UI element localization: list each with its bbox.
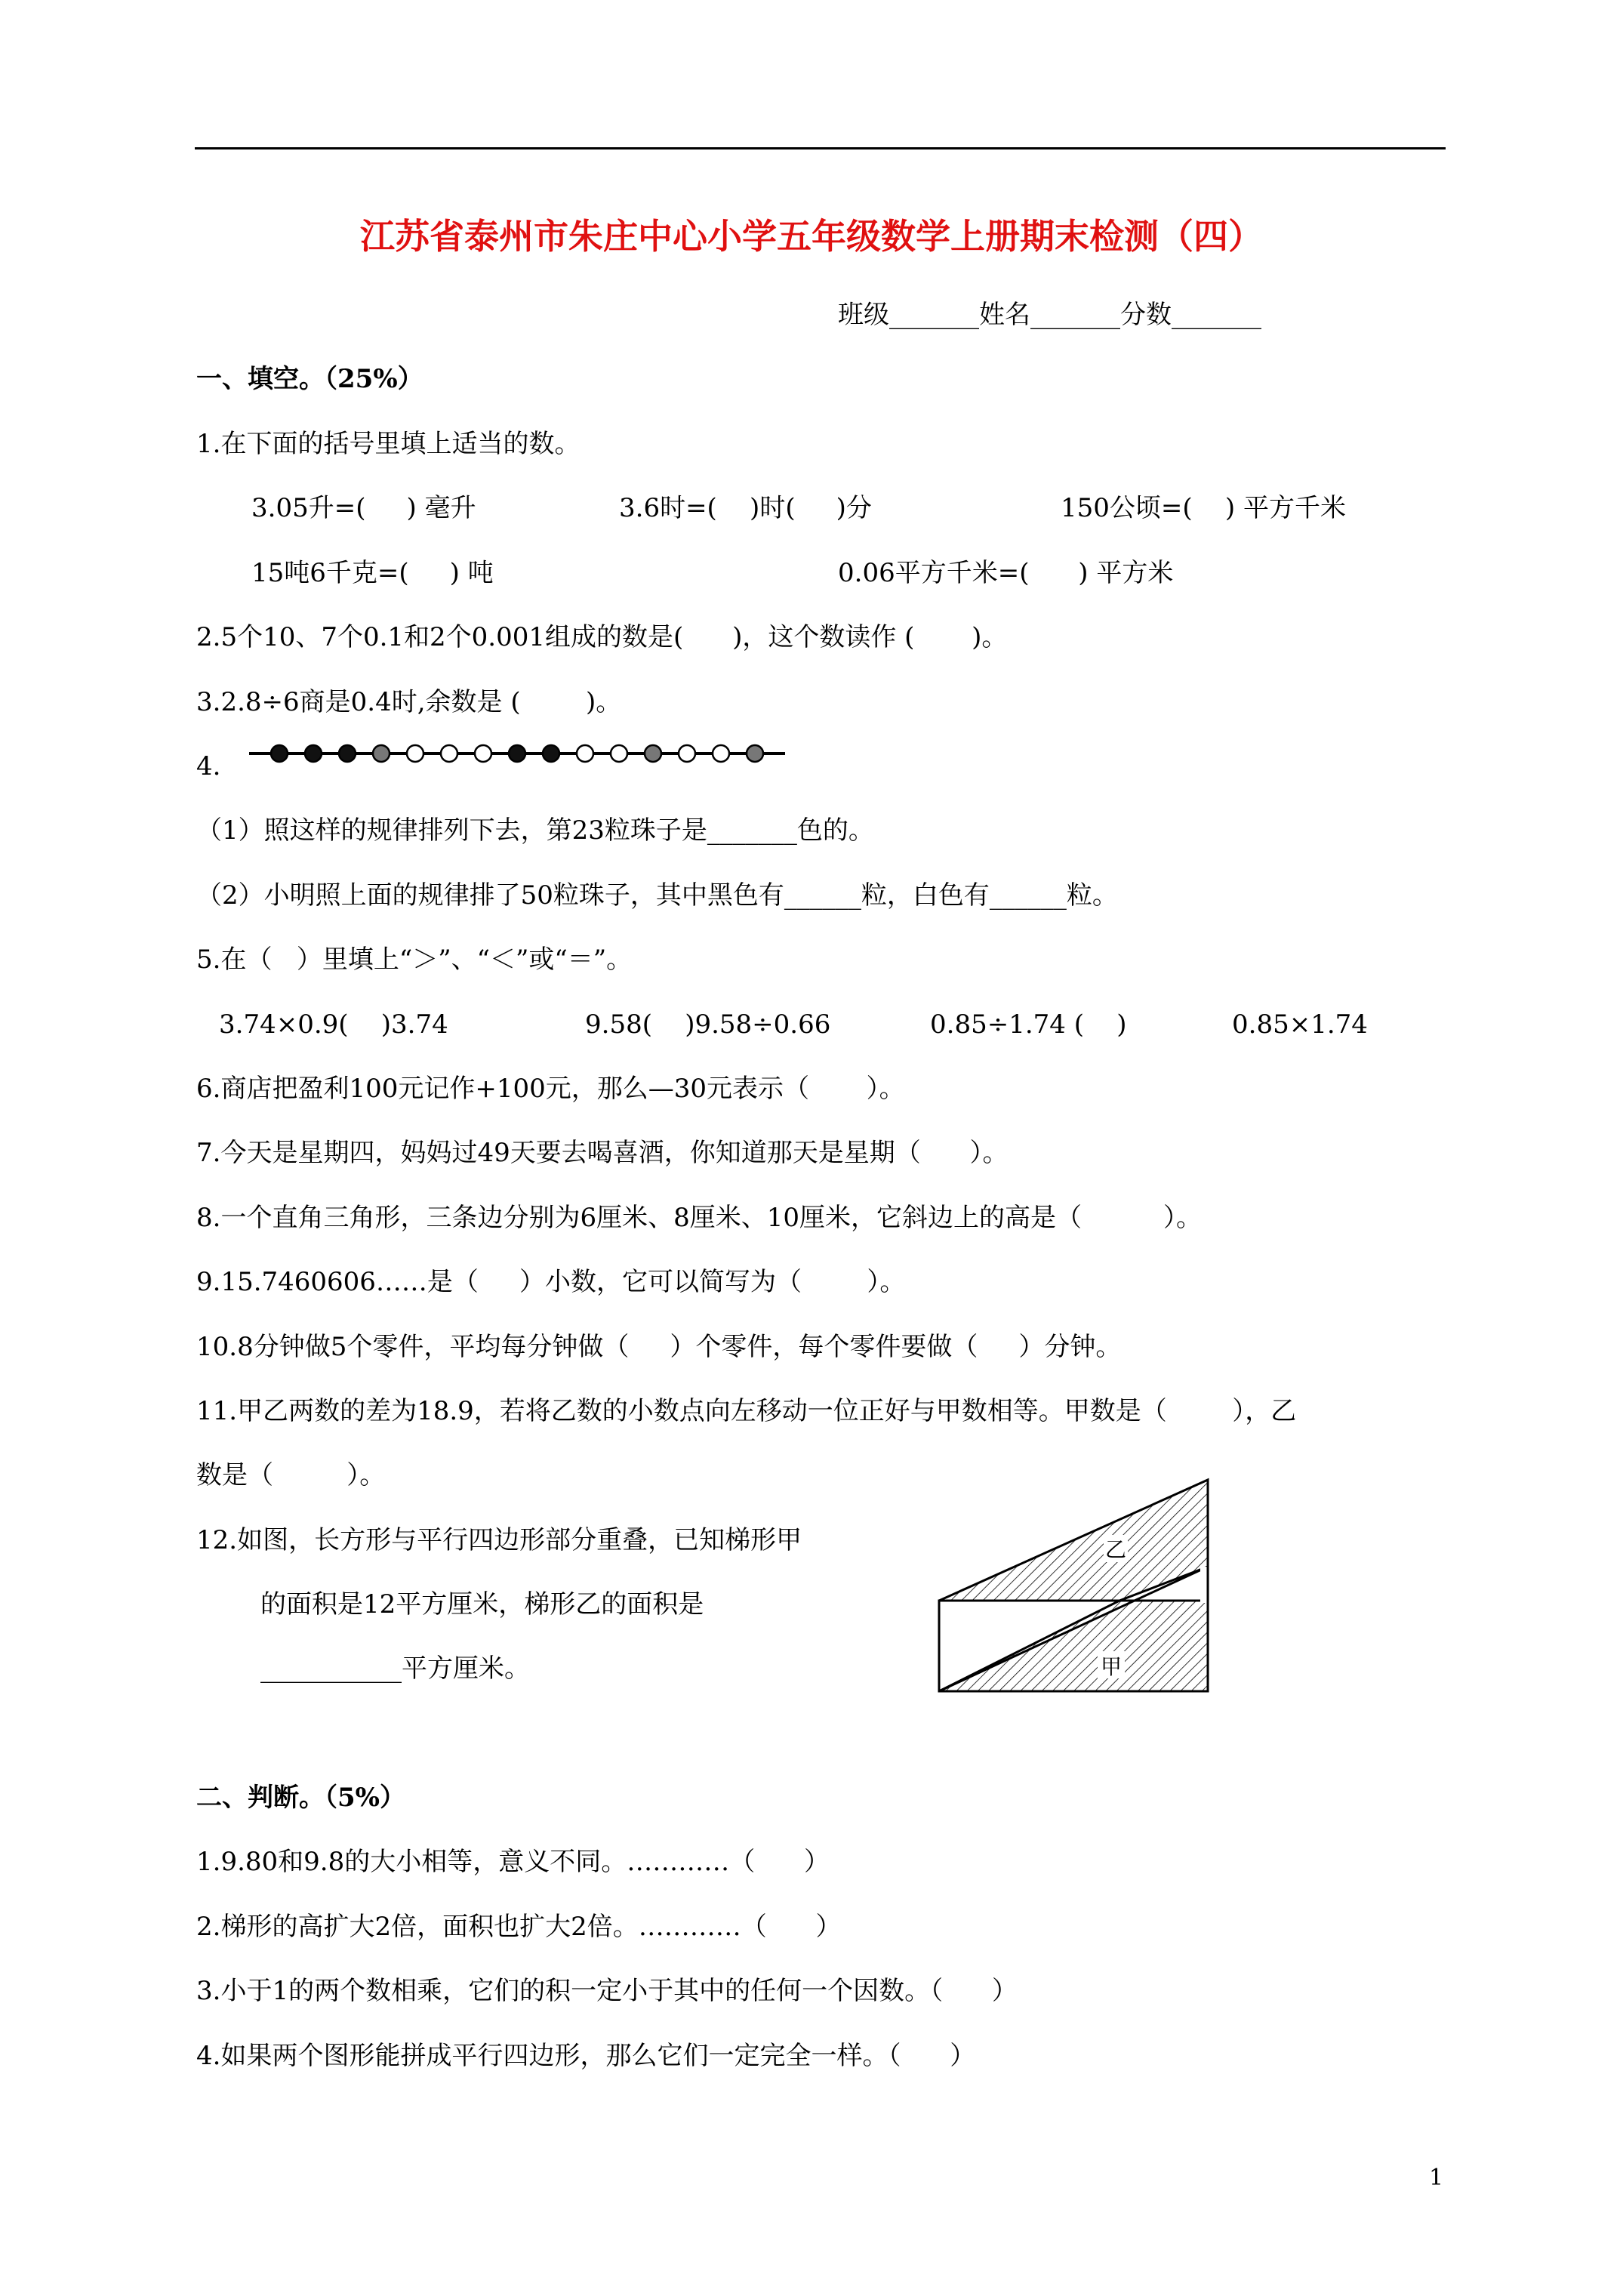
trapezoid-yi (939, 1480, 1208, 1601)
q12-line2: 的面积是12平方厘米，梯形乙的面积是 (260, 1589, 704, 1620)
info-line: 班级_______姓名_______分数_______ (838, 300, 1261, 330)
q4-number: 4. (196, 751, 221, 781)
q6: 6.商店把盈利100元记作+100元，那么—30元表示（ ）。 (196, 1074, 905, 1104)
bead-white (679, 745, 695, 762)
q11-line1: 11.甲乙两数的差为18.9，若将乙数的小数点向左移动一位正好与甲数相等。甲数是（ ），乙 (196, 1396, 1297, 1426)
bead-white (475, 745, 491, 762)
q1-row2-a: 15吨6千克=( ) 吨 (251, 558, 494, 588)
bead-black (509, 745, 525, 762)
q1-row1-b: 3.6时=( )时( )分 (619, 493, 872, 523)
bead-black (271, 745, 288, 762)
page-title: 江苏省泰州市朱庄中心小学五年级数学上册期末检测（四） (360, 216, 1263, 257)
label-jia: 甲 (1100, 1654, 1123, 1679)
q1-row2-b: 0.06平方千米=( ) 平方米 (838, 558, 1174, 588)
overlap-figure (936, 1476, 1215, 1703)
header-rule (195, 147, 1446, 149)
q11-line2: 数是（ ）。 (196, 1460, 386, 1490)
q1-row1-c: 150公顷=( ) 平方千米 (1061, 493, 1346, 523)
q5-c: 0.85÷1.74 ( ) (930, 1009, 1127, 1040)
section2-heading: 二、判断。（5%） (196, 1783, 405, 1813)
section1-heading: 一、填空。（25%） (196, 364, 423, 394)
judge-q1: 1.9.80和9.8的大小相等，意义不同。…………（ ） (196, 1847, 830, 1877)
bead-black (543, 745, 559, 762)
bead-white (441, 745, 457, 762)
judge-q2: 2.梯形的高扩大2倍，面积也扩大2倍。…………（ ） (196, 1912, 842, 1942)
q3: 3.2.8÷6商是0.4时,余数是 ( )。 (196, 687, 622, 717)
q4-sub2: （2）小明照上面的规律排了50粒珠子，其中黑色有______粒，白色有______粒。 (196, 880, 1118, 911)
bead-white (407, 745, 423, 762)
bead-black (305, 745, 322, 762)
q2: 2.5个10、7个0.1和2个0.001组成的数是( )，这个数读作 ( )。 (196, 622, 1008, 652)
q10: 10.8分钟做5个零件，平均每分钟做（ ）个零件，每个零件要做（ ）分钟。 (196, 1332, 1122, 1362)
bead-gray (645, 745, 661, 762)
bead-black (339, 745, 356, 762)
q5-prompt: 5.在（ ）里填上“＞”、“＜”或“＝”。 (196, 945, 633, 975)
bead-gray (373, 745, 390, 762)
q4-sub1: （1）照这样的规律排列下去，第23粒珠子是_______色的。 (196, 815, 874, 846)
q1-prompt: 1.在下面的括号里填上适当的数。 (196, 429, 581, 459)
judge-q4: 4.如果两个图形能拼成平行四边形，那么它们一定完全一样。（ ） (196, 2041, 976, 2071)
q7: 7.今天是星期四，妈妈过49天要去喝喜酒，你知道那天是星期（ ）。 (196, 1138, 1009, 1168)
q1-row1-a: 3.05升=( ) 毫升 (251, 493, 476, 523)
judge-q3: 3.小于1的两个数相乘，它们的积一定小于其中的任何一个因数。（ ） (196, 1976, 1018, 2006)
q12-line3: ___________平方厘米。 (260, 1653, 530, 1684)
page-number: 1 (1429, 2165, 1444, 2191)
q5-d: 0.85×1.74 (1232, 1009, 1368, 1040)
label-yi: 乙 (1104, 1537, 1127, 1562)
q8: 8.一个直角三角形，三条边分别为6厘米、8厘米、10厘米，它斜边上的高是（ ）。 (196, 1203, 1203, 1233)
bead-white (577, 745, 593, 762)
bead-white (611, 745, 627, 762)
q5-b: 9.58( )9.58÷0.66 (585, 1009, 831, 1040)
bead-pattern (249, 740, 815, 770)
trapezoid-jia (939, 1601, 1208, 1691)
bead-white (713, 745, 729, 762)
q12-line1: 12.如图，长方形与平行四边形部分重叠，已知梯形甲 (196, 1525, 802, 1555)
q5-a: 3.74×0.9( )3.74 (219, 1009, 448, 1040)
q9: 9.15.7460606……是（ ）小数，它可以简写为（ ）。 (196, 1267, 906, 1297)
bead-gray (747, 745, 763, 762)
